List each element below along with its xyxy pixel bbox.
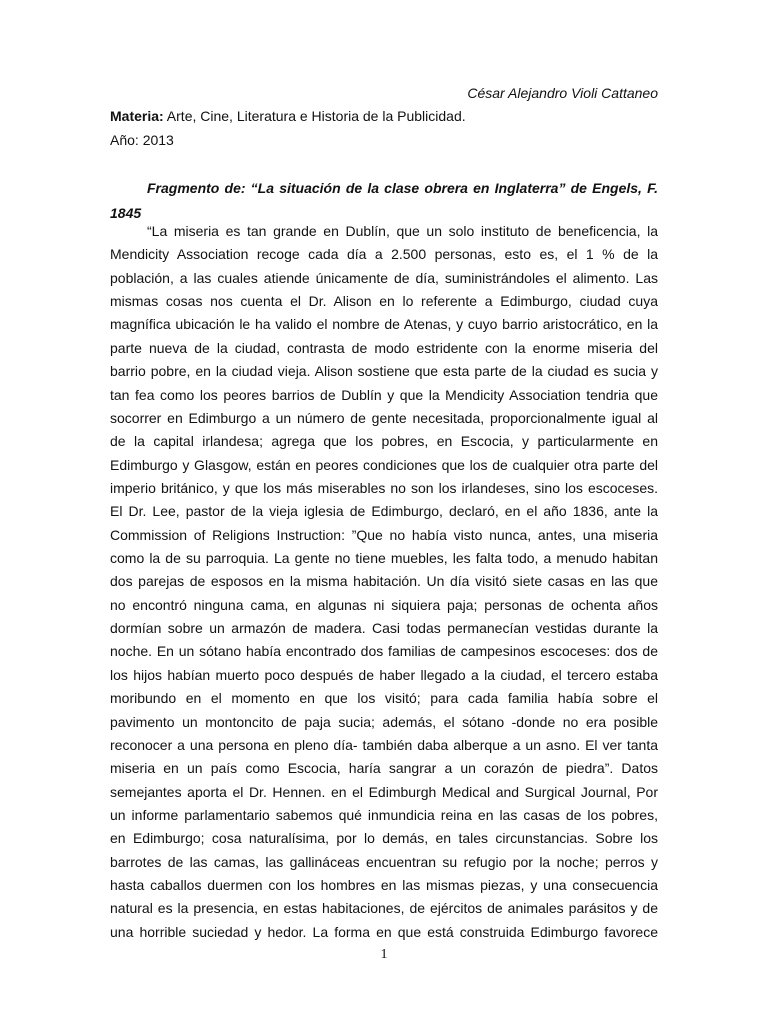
body-line: natural es la presencia, en estas habitaciones, de ejércitos de animales parásitos y de (110, 900, 658, 917)
page-number: 1 (380, 947, 388, 962)
fragment-heading: Fragmento de: “La situación de la clase obrera en Inglaterra” de Engels, F. 1845 (110, 180, 658, 221)
body-line: moribundo en el momento en que los visitó; para cada familia había sobre el (110, 690, 658, 707)
body-line: de la capital irlandesa; agrega que los pobres, en Escocia, y particularmente en (110, 433, 658, 450)
body-line: pavimento un montoncito de paja sucia; además, el sótano -donde no era posible (110, 713, 658, 730)
body-line: un informe parlamentario sabemos qué inmundicia reina en las casas de los pobres, (110, 806, 658, 823)
body-line: imperio británico, y que los más miserables no son los irlandeses, sino los escoceses. (110, 479, 658, 496)
body-line: mismas cosas nos cuenta el Dr. Alison en lo referente a Edimburgo, ciudad cuya (110, 293, 658, 310)
subject-value: Arte, Cine, Literatura e Historia de la Publicidad. (163, 108, 466, 124)
body-line: magnífica ubicación le ha valido el nombre de Atenas, y cuyo barrio aristocrático, en la (110, 316, 658, 333)
body-line: Mendicity Association recoge cada día a 2.500 personas, esto es, el 1 % de la (110, 246, 658, 263)
body-line: noche. En un sótano había encontrado dos familias de campesinos escoceses: dos de (110, 643, 658, 660)
subject-line (110, 106, 466, 130)
body-line: El Dr. Lee, pastor de la vieja iglesia de Edimburgo, declaró, en el año 1836, ante la (110, 503, 658, 520)
body-line: como la de su parroquia. La gente no tiene muebles, les falta todo, a menudo habitan (110, 550, 658, 567)
body-line: barrio pobre, en la ciudad vieja. Alison sostiene que esta parte de la ciudad es sucia y (110, 363, 658, 380)
body-line: los hijos habían muerto poco después de haber llegado a la ciudad, el tercero estaba (110, 666, 658, 683)
body-line: barrotes de las camas, las gallináceas encuentran su refugio por la noche; perros y (110, 853, 658, 870)
body-line: reconocer a una persona en pleno día- también daba alberque a un asno. El ver tanta (110, 736, 658, 753)
body-line: población, a las cuales atiende únicamente de día, suministrándoles el alimento. Las (110, 269, 658, 286)
document-meta (110, 106, 466, 154)
body-line: miseria en un país como Escocia, haría sangrar a un corazón de piedra”. Datos (110, 760, 658, 777)
body-line: semejantes aporta el Dr. Hennen. en el Edimburgh Medical and Surgical Journal, Por (110, 783, 658, 800)
year-line: Año: 2013 (110, 132, 174, 148)
body-line: socorrer en Edimburgo a un número de gente necesitada, proporcionalmente igual al (110, 409, 658, 426)
author-name: César Alejandro Violi Cattaneo (467, 85, 658, 101)
body-line: Commission of Religions Instruction: ”Que no había visto nunca, antes, una miseria (110, 526, 658, 543)
subject-label: Materia: (110, 108, 164, 124)
body-line: parte nueva de la ciudad, contrasta de modo estridente con la enorme miseria del (110, 339, 658, 356)
body-line: una horrible suciedad y hedor. La forma en que está construida Edimburgo favorece (110, 923, 658, 940)
body-line: hasta caballos duermen con los hombres en las mismas piezas, y una consecuencia (110, 877, 658, 894)
body-line: Edimburgo y Glasgow, están en peores condiciones que los de cualquier otra parte del (110, 456, 658, 473)
body-line: en Edimburgo; cosa naturalísima, por lo demás, en tales circunstancias. Sobre los (110, 830, 658, 847)
body-line: “La miseria es tan grande en Dublín, que un solo instituto de beneficencia, la (147, 223, 658, 239)
body-line: dormían sobre un armazón de madera. Casi todas permanecían vestidas durante la (110, 620, 658, 637)
body-line: dos parejas de esposos en la misma habitación. Un día visitó siete casas en las que (110, 573, 658, 590)
body-line: tan fea como los peores barrios de Dublín y que la Mendicity Association tendria que (110, 386, 658, 403)
body-line: no encontró ninguna cama, en algunas ni siquiera paja; personas de ochenta años (110, 596, 658, 613)
body-text (110, 220, 658, 944)
